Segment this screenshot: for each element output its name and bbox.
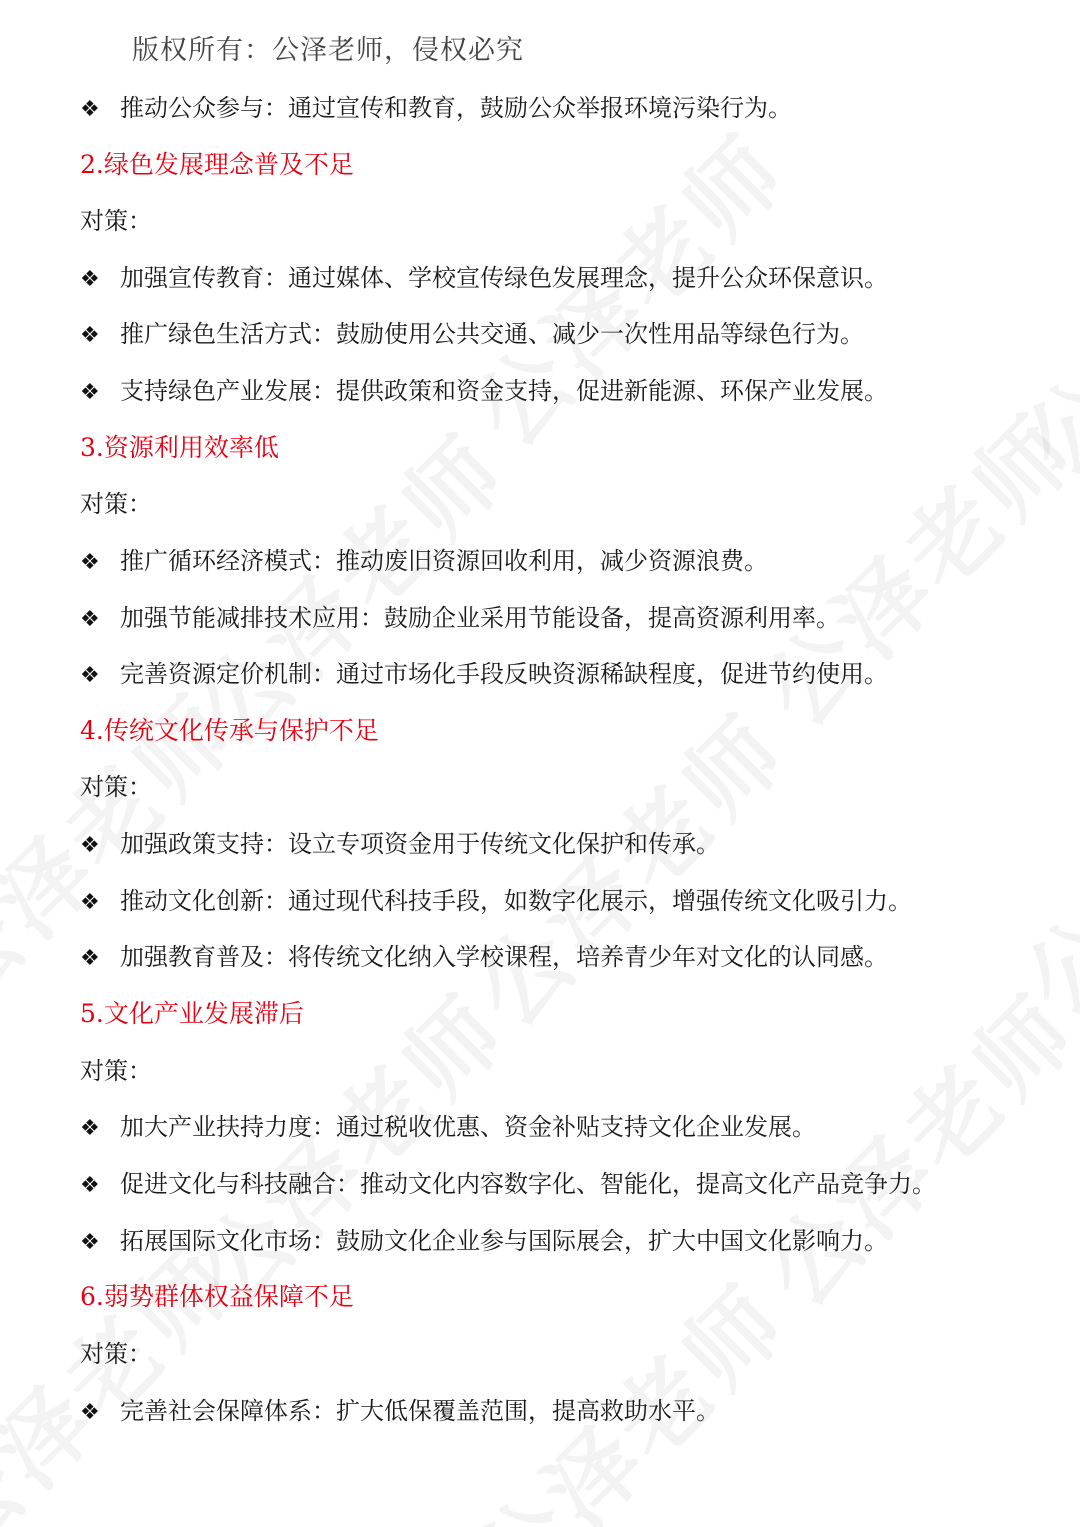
list-item-text: 完善资源定价机制：通过市场化手段反映资源稀缺程度，促进节约使用。 (120, 660, 888, 688)
list-item-text: 推广循环经济模式：推动废旧资源回收利用，减少资源浪费。 (120, 547, 768, 575)
list-item-text: 拓展国际文化市场：鼓励文化企业参与国际展会，扩大中国文化影响力。 (120, 1227, 888, 1255)
diamond-bullet-icon: ❖ (80, 946, 100, 971)
countermeasure-label: 对策： (80, 207, 152, 235)
section-heading: 6.弱势群体权益保障不足 (80, 1282, 354, 1311)
list-item (80, 258, 888, 298)
diamond-bullet-icon: ❖ (80, 1116, 100, 1141)
list-item (80, 937, 888, 977)
list-item-text: 促进文化与科技融合：推动文化内容数字化、智能化，提高文化产品竞争力。 (120, 1170, 936, 1198)
countermeasure-label: 对策： (80, 490, 152, 518)
diamond-bullet-icon: ❖ (80, 607, 100, 632)
list-item-text: 加强宣传教育：通过媒体、学校宣传绿色发展理念，提升公众环保意识。 (120, 264, 888, 292)
list-item (80, 1221, 888, 1261)
diamond-bullet-icon: ❖ (80, 1400, 100, 1425)
list-item (80, 88, 792, 128)
countermeasure-label: 对策： (80, 1340, 152, 1368)
diamond-bullet-icon: ❖ (80, 550, 100, 575)
diamond-bullet-icon: ❖ (80, 97, 100, 122)
list-item-text: 加强节能减排技术应用：鼓励企业采用节能设备，提高资源利用率。 (120, 604, 840, 632)
section-heading: 5.文化产业发展滞后 (80, 999, 304, 1028)
diamond-bullet-icon: ❖ (80, 323, 100, 348)
list-item (80, 1164, 936, 1204)
countermeasure-label: 对策： (80, 773, 152, 801)
copyright-line: 版权所有：公泽老师，侵权必究 (132, 35, 524, 66)
list-item (80, 881, 912, 921)
list-item-text: 加强教育普及：将传统文化纳入学校课程，培养青少年对文化的认同感。 (120, 943, 888, 971)
diamond-bullet-icon: ❖ (80, 267, 100, 292)
list-item-text: 推动文化创新：通过现代科技手段，如数字化展示，增强传统文化吸引力。 (120, 887, 912, 915)
diamond-bullet-icon: ❖ (80, 663, 100, 688)
list-item (80, 541, 768, 581)
countermeasure-label: 对策： (80, 1057, 152, 1085)
section-heading: 2.绿色发展理念普及不足 (80, 150, 354, 179)
section-heading: 4.传统文化传承与保护不足 (80, 716, 379, 745)
list-item-text: 加大产业扶持力度：通过税收优惠、资金补贴支持文化企业发展。 (120, 1113, 816, 1141)
list-item-text: 完善社会保障体系：扩大低保覆盖范围，提高救助水平。 (120, 1397, 720, 1425)
list-item (80, 314, 864, 354)
list-item (80, 824, 720, 864)
diamond-bullet-icon: ❖ (80, 1173, 100, 1198)
list-item-text: 支持绿色产业发展：提供政策和资金支持，促进新能源、环保产业发展。 (120, 377, 888, 405)
diamond-bullet-icon: ❖ (80, 1230, 100, 1255)
list-item (80, 371, 888, 411)
list-item (80, 654, 888, 694)
list-item-text: 加强政策支持：设立专项资金用于传统文化保护和传承。 (120, 830, 720, 858)
diamond-bullet-icon: ❖ (80, 890, 100, 915)
list-item-text: 推动公众参与：通过宣传和教育，鼓励公众举报环境污染行为。 (120, 94, 792, 122)
list-item (80, 1391, 720, 1431)
diamond-bullet-icon: ❖ (80, 380, 100, 405)
list-item (80, 1107, 816, 1147)
diamond-bullet-icon: ❖ (80, 833, 100, 858)
list-item-text: 推广绿色生活方式：鼓励使用公共交通、减少一次性用品等绿色行为。 (120, 320, 864, 348)
section-heading: 3.资源利用效率低 (80, 433, 279, 462)
list-item (80, 598, 840, 638)
